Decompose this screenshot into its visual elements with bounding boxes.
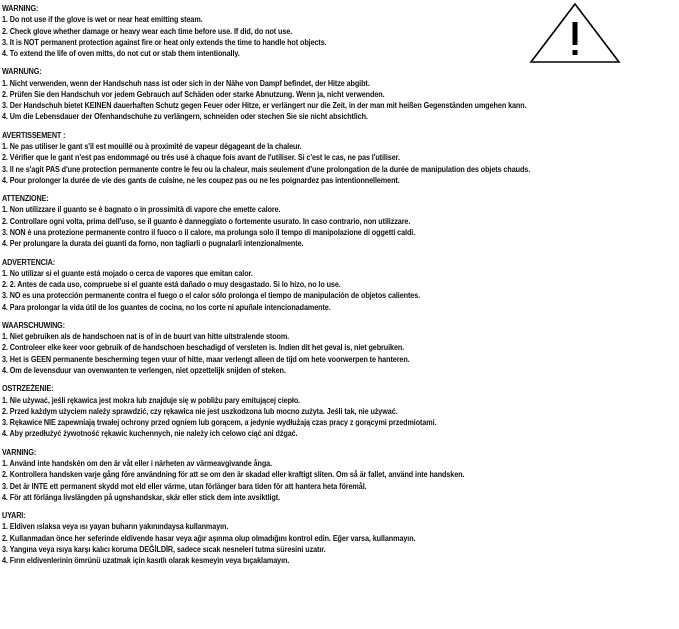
- warning-item: 1. No utilizar si el guante está mojado o cerca de vapores que emitan calor.: [2, 267, 253, 278]
- warning-item: 1. Do not use if the glove is wet or near heat emitting steam.: [2, 14, 203, 25]
- warning-item: 3. Het is GEEN permanente bescherming tegen vuur of hitte, maar verlengt alleen de tijd om hete voorwerpen te hanteren.: [2, 353, 410, 364]
- section-heading: WARNUNG:: [2, 66, 42, 77]
- warning-item: 1. Använd inte handskén om den är våt eller i närheten av värmeavgivande ånga.: [2, 457, 273, 468]
- section-heading: VARNING:: [2, 446, 37, 457]
- warning-item: 2. Prüfen Sie den Handschuh vor jedem Gebrauch auf Schäden oder starke Abnutzung. Wenn ja, nicht verwenden.: [2, 88, 385, 99]
- section-heading: ATTENZIONE:: [2, 193, 49, 204]
- warning-item: 2. Przed każdym użyciem należy sprawdzić, czy rękawica nie jest uszkodzona lub mocno zużyta. Jeśli tak, nie używać.: [2, 405, 398, 416]
- warning-item: 3. Der Handschuh bietet KEINEN dauerhaften Schutz gegen Feuer oder Hitze, er verlängert nur die Zeit, in der man mit heißen Gegenständen umgehen kann.: [2, 100, 527, 111]
- warning-item: 4. Per prolungare la durata dei guanti da forno, non tagliarli o pugnalarli intenzionalmente.: [2, 238, 304, 249]
- warning-item: 2. Check glove whether damage or heavy wear each time before use. If did, do not use.: [2, 25, 293, 36]
- warning-item: 1. Nie używać, jeśli rękawica jest mokra lub znajduje się w pobliżu pary emitującej ciepło.: [2, 394, 301, 405]
- warning-section: [2, 510, 677, 566]
- warning-item: 1. Ne pas utiliser le gant s'il est mouillé ou à proximité de vapeur dégageant de la chaleur.: [2, 140, 302, 151]
- warning-item: 4. Um die Lebensdauer der Ofenhandschuhe zu verlängern, schneiden oder stechen Sie sie nicht absichtlich.: [2, 111, 368, 122]
- warning-item: 4. To extend the life of oven mitts, do not cut or stab them intentionally.: [2, 48, 240, 59]
- warning-item: 2. Vérifier que le gant n'est pas endommagé ou très usé à chaque fois avant de l'utiliser. Si c'est le cas, ne pas l'utiliser.: [2, 152, 400, 163]
- section-heading: WARNING:: [2, 3, 39, 13]
- warning-item: 4. Para prolongar la vida útil de los guantes de cocina, no los corte ni apuñale intencionadamente.: [2, 301, 331, 312]
- warning-item: 4. För att förlänga livslängden på ugnshandskar, skär eller stick dem inte avsiktligt.: [2, 491, 281, 502]
- warning-section: [2, 66, 677, 122]
- warning-item: 1. Niet gebruiken als de handschoen nat is of in de buurt van hitte uitstralende stoom.: [2, 331, 290, 342]
- warning-item: 1. Eldiven ıslaksa veya ısı yayan buharın yakınındaysa kullanmayın.: [2, 521, 229, 532]
- section-heading: OSTRZEŻENIE:: [2, 383, 54, 394]
- warning-item: 3. NO es una protección permanente contra el fuego o el calor sólo prolonga el tiempo de manipulación de objetos calientes.: [2, 290, 421, 301]
- warning-item: 2. Kontrollera handsken varje gång före användning för att se om den är skadad eller kraftigt sliten. Om så är fallet, använd inte handsken.: [2, 469, 465, 480]
- section-heading: WAARSCHUWING:: [2, 319, 65, 330]
- warning-item: 2. 2. Antes de cada uso, compruebe si el guante está dañado o muy desgastado. Si lo hizo, no lo use.: [2, 279, 341, 290]
- section-heading: AVERTISSEMENT :: [2, 129, 66, 140]
- warning-triangle-icon: [529, 2, 621, 64]
- warning-item: 1. Nicht verwenden, wenn der Handschuh nass ist oder sich in der Nähe von Dampf befindet, der Hitze abgibt.: [2, 77, 370, 88]
- warning-section: [2, 320, 677, 376]
- warning-document: [2, 3, 677, 574]
- warning-section: [2, 447, 677, 503]
- warning-item: 3. It is NOT permanent protection against fire or heat only extends the time to handle hot objects.: [2, 36, 327, 47]
- warning-item: 4. Om de levensduur van ovenwanten te verlengen, niet opzettelijk snijden of steken.: [2, 365, 286, 376]
- warning-item: 2. Controllare ogni volta, prima dell'uso, se il guanto è danneggiato o fortemente usurato. In caso contrario, non utilizzare.: [2, 215, 411, 226]
- warning-item: 3. NON è una protezione permanente contro il fuoco o il calore, ma prolunga solo il tempo di manipolazione di oggetti caldi.: [2, 226, 416, 237]
- warning-item: 3. Rękawice NIE zapewniają trwałej ochrony przed ogniem lub gorącem, a jedynie wydłużają czas pracy z gorącymi przedmiotami.: [2, 417, 437, 428]
- warning-item: 3. Det är INTE ett permanent skydd mot eld eller värme, utan förlänger bara tiden för att hantera heta föremål.: [2, 480, 367, 491]
- warning-item: 3. Yangına veya ısıya karşı kalıcı koruma DEĞİLDİR, sadece sıcak nesneleri tutma süresini uzatır.: [2, 543, 326, 554]
- warning-section: [2, 383, 677, 439]
- warning-item: 2. Controleer elke keer voor gebruik of de handschoen beschadigd of versleten is. Indien dit het geval is, niet gebruiken.: [2, 342, 405, 353]
- warning-item: 4. Aby przedłużyć żywotność rękawic kuchennych, nie należy ich celowo ciąć ani dźgać.: [2, 428, 298, 439]
- warning-item: 4. Pour prolonger la durée de vie des gants de cuisine, ne les coupez pas ou ne les poignardez pas intentionnellement.: [2, 174, 400, 185]
- warning-item: 2. Kullanmadan önce her seferinde eldivende hasar veya ağır aşınma olup olmadığını kontrol edin. Eğer varsa, kullanmayın.: [2, 532, 416, 543]
- warning-section: [2, 257, 677, 313]
- warning-item: 3. Il ne s'agit PAS d'une protection permanente contre le feu ou la chaleur, mais seulement d'une prolongation de la durée de manipulation des objets chauds.: [2, 163, 531, 174]
- warning-item: 1. Non utilizzare il guanto se è bagnato o in prossimità di vapore che emette calore.: [2, 204, 281, 215]
- section-heading: UYARI:: [2, 510, 26, 521]
- warning-section: [2, 130, 677, 186]
- section-heading: ADVERTENCIA:: [2, 256, 56, 267]
- warning-item: 4. Fırın eldivenlerinin ömrünü uzatmak için kasıtlı olarak kesmeyin veya bıçaklamayın.: [2, 555, 290, 566]
- warning-section: [2, 193, 677, 249]
